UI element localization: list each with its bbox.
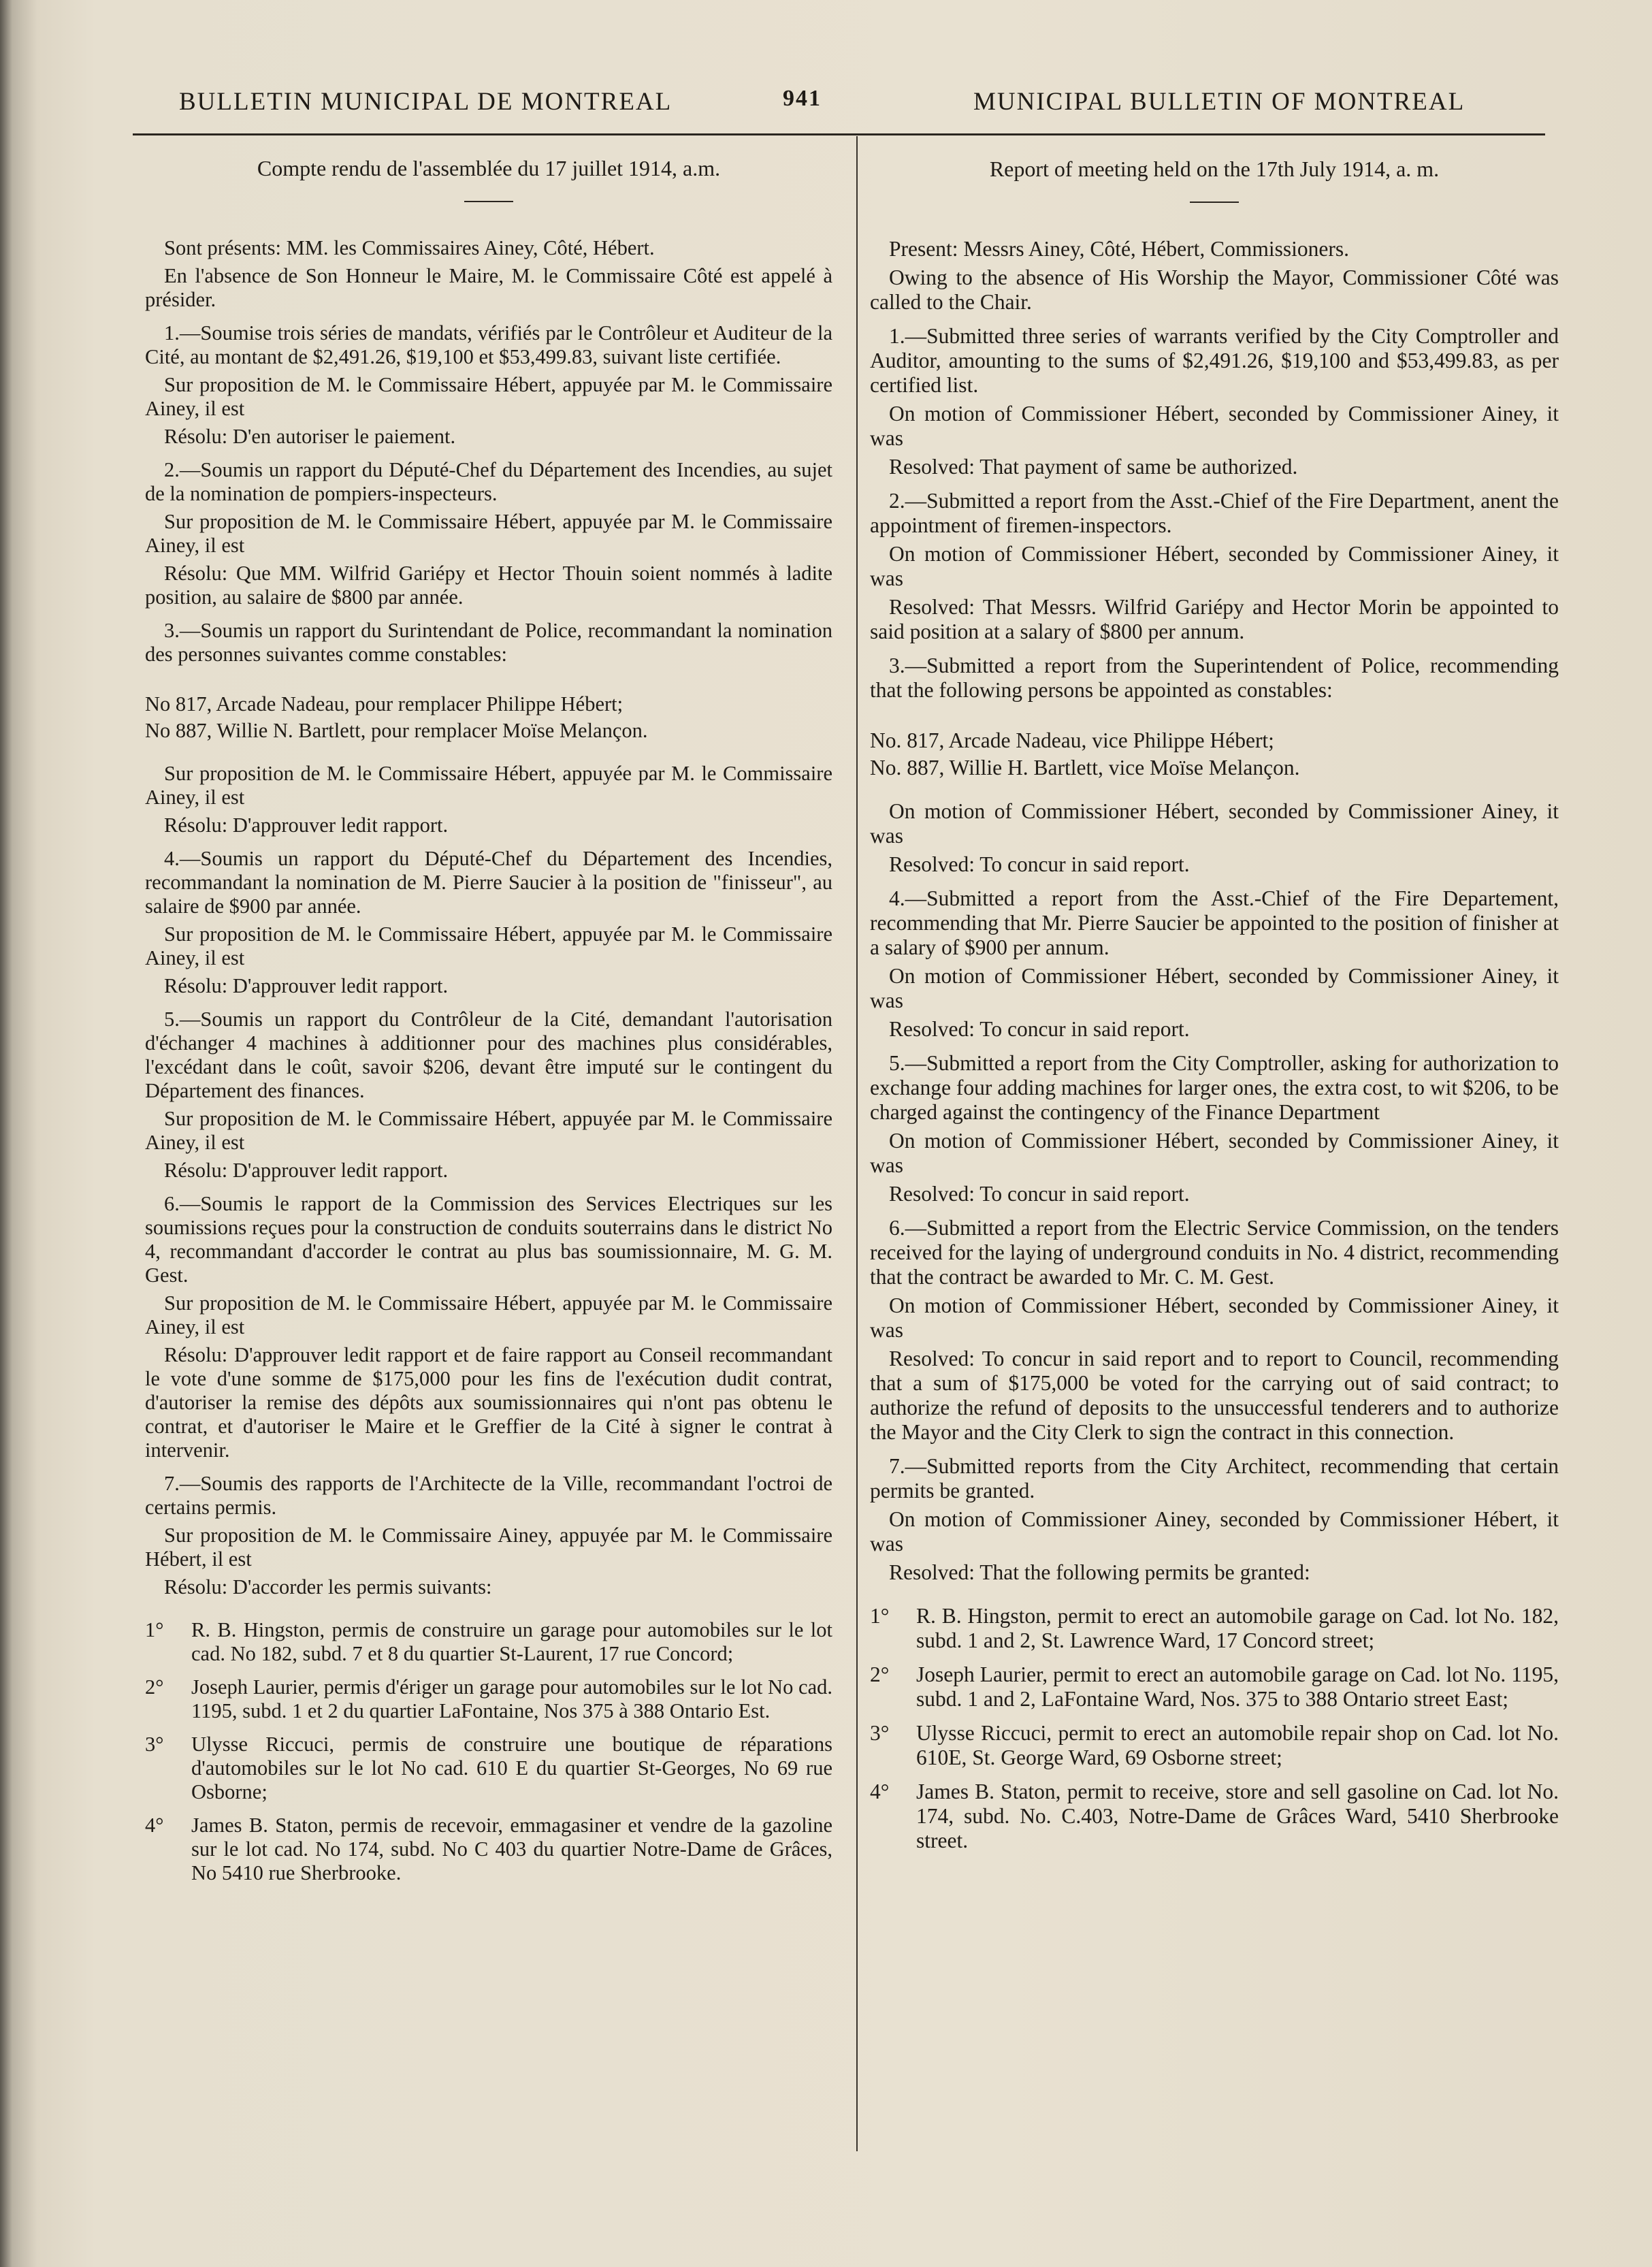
english-title-rule [1190,202,1239,203]
fr-paragraph: Sur proposition de M. le Commissaire Ainey, appuyée par M. le Commissaire Hébert, il est [145,1524,832,1571]
en-paragraph: Owing to the absence of His Worship the Mayor, Commissioner Côté was called to the Chair. [870,266,1559,314]
header-title-french: BULLETIN MUNICIPAL DE MONTREAL [179,88,673,116]
permit-text: James B. Staton, permis de recevoir, emmagasiner et vendre de la gazoline sur le lot cad. No 174, subd. No C 403 du quartier Notre-Dame de Grâces, No 5410 rue Sherbrooke. [191,1814,832,1884]
en-paragraph: 3.—Submitted a report from the Superintendent of Police, recommending that the following persons be appointed as constables: [870,654,1559,702]
permit-number: 1° [870,1604,890,1628]
fr-constable-entry: No 887, Willie N. Bartlett, pour remplacer Moïse Melançon. [145,719,648,742]
en-paragraph: Resolved: To concur in said report. [889,852,1190,876]
fr-paragraph: 2.—Soumis un rapport du Député-Chef du Département des Incendies, au sujet de la nomination de pompiers-inspecteurs. [145,458,832,505]
en-paragraph: Resolved: To concur in said report. [889,1182,1190,1206]
fr-paragraph: 1.—Soumise trois séries de mandats, vérifiés par le Contrôleur et Auditeur de la Cité, au montant de $2,491.26, $19,100 et $53,499.83, suivant liste certifiée. [145,321,832,368]
fr-permit-list [145,1618,832,1885]
fr-paragraph: Résolu: Que MM. Wilfrid Gariépy et Hector Thouin soient nommés à ladite position, au salaire de $800 par année. [145,562,832,609]
en-paragraph: 6.—Submitted a report from the Electric Service Commission, on the tenders received for the laying of underground conduits in No. 4 district, recommending that the contract be awarded to Mr. C. M. Gest. [870,1216,1559,1289]
en-paragraph: 2.—Submitted a report from the Asst.-Chief of the Fire Department, anent the appointment of firemen-inspectors. [870,489,1559,537]
en-paragraph: 7.—Submitted reports from the City Architect, recommending that certain permits be granted. [870,1454,1559,1502]
fr-paragraph: Résolu: D'approuver ledit rapport. [164,1159,449,1182]
fr-paragraph: 5.—Soumis un rapport du Contrôleur de la Cité, demandant l'autorisation d'échanger 4 machines à additionner pour des machines plus considérables, l'excédant dans le coût, savoir $206, devant être imputé sur le contingent du Département des finances. [145,1008,832,1102]
english-title: Report of meeting held on the 17th July 1914, a. m. [989,157,1440,181]
en-paragraph: Resolved: That Messrs. Wilfrid Gariépy and Hector Morin be appointed to said position at a salary of $800 per annum. [870,595,1559,643]
fr-permit-item [145,1675,832,1723]
en-constable-entry: No. 887, Willie H. Bartlett, vice Moïse Melançon. [870,756,1300,779]
header-rule [133,133,1545,135]
fr-paragraph: Résolu: D'approuver ledit rapport et de faire rapport au Conseil recommandant le vote d'une somme de $175,000 pour les fins de l'exécution dudit contrat, d'autoriser la remise des dépôts aux soumissionnaires qui n'ont pas obtenu le contrat, et d'autoriser le Maire et le Greffier de la Cité à signer le contrat à intervenir. [145,1343,832,1462]
permit-number: 4° [870,1780,890,1803]
page-number: 941 [783,86,822,111]
fr-paragraph: Sont présents: MM. les Commissaires Ainey, Côté, Hébert. [164,236,655,259]
en-paragraph: 4.—Submitted a report from the Asst.-Chief of the Fire Departement, recommending that Mr. Pierre Saucier be appointed to the position of finisher at a salary of $900 per annum. [870,886,1559,959]
fr-paragraph: 6.—Soumis le rapport de la Commission des Services Electriques sur les soumissions reçues pour la construction de conduits souterrains dans le district No 4, recommandant d'accorder le contrat au plus bas soumissionnaire, M. G. M. Gest. [145,1192,832,1287]
permit-text: Ulysse Riccuci, permit to erect an automobile repair shop on Cad. lot No. 610E, St. George Ward, 69 Osborne street; [916,1721,1559,1769]
permit-number: 3° [870,1721,890,1745]
en-permit-list [870,1604,1559,1853]
fr-permit-item [145,1814,832,1885]
permit-number: 2° [870,1662,890,1686]
en-paragraph: On motion of Commissioner Hébert, seconded by Commissioner Ainey, it was [870,542,1559,590]
fr-paragraph: Résolu: D'accorder les permis suivants: [164,1575,492,1598]
french-title-rule [464,201,513,202]
en-paragraph: Resolved: That payment of same be authorized. [889,455,1298,479]
header-title-english: MUNICIPAL BULLETIN OF MONTREAL [973,88,1465,116]
permit-text: R. B. Hingston, permit to erect an automobile garage on Cad. lot No. 182, subd. 1 and 2, St. Lawrence Ward, 17 Concord street; [916,1604,1559,1652]
fr-permit-item [145,1618,832,1666]
english-column [870,157,1559,1863]
fr-paragraph: 4.—Soumis un rapport du Député-Chef du Département des Incendies, recommandant la nomination de M. Pierre Saucier à la position de "finisseur", au salaire de $900 par année. [145,847,832,918]
fr-paragraph: Résolu: D'approuver ledit rapport. [164,814,449,837]
permit-number: 4° [145,1814,164,1837]
fr-paragraph: Sur proposition de M. le Commissaire Hébert, appuyée par M. le Commissaire Ainey, il est [145,762,832,809]
fr-constable-entry: No 817, Arcade Nadeau, pour remplacer Philippe Hébert; [145,692,623,716]
en-paragraph: Resolved: That the following permits be granted: [889,1560,1310,1584]
french-column [145,157,832,1895]
fr-paragraph: Résolu: D'en autoriser le paiement. [164,425,456,448]
en-paragraph: On motion of Commissioner Hébert, seconded by Commissioner Ainey, it was [870,1129,1559,1177]
en-paragraph: 5.—Submitted a report from the City Comptroller, asking for authorization to exchange four adding machines for larger ones, the extra cost, to wit $206, to be charged against the contingency of the Finance Department [870,1051,1559,1124]
en-permit-item [870,1780,1559,1853]
fr-paragraph: Sur proposition de M. le Commissaire Hébert, appuyée par M. le Commissaire Ainey, il est [145,373,832,420]
fr-permit-item [145,1733,832,1804]
fr-paragraph: Sur proposition de M. le Commissaire Hébert, appuyée par M. le Commissaire Ainey, il est [145,1291,832,1338]
en-paragraph: 1.—Submitted three series of warrants verified by the City Comptroller and Auditor, amounting to the sums of $2,491.26, $19,100 and $53,499.83, as per certified list. [870,324,1559,397]
en-permit-item [870,1604,1559,1653]
fr-paragraph: Sur proposition de M. le Commissaire Hébert, appuyée par M. le Commissaire Ainey, il est [145,510,832,557]
running-header [0,82,1652,123]
en-paragraph: On motion of Commissioner Hébert, seconded by Commissioner Ainey, it was [870,964,1559,1012]
french-title: Compte rendu de l'assemblée du 17 juillet 1914, a.m. [257,156,721,180]
en-paragraph: On motion of Commissioner Ainey, seconded by Commissioner Hébert, it was [870,1507,1559,1556]
fr-paragraph: En l'absence de Son Honneur le Maire, M. le Commissaire Côté est appelé à présider. [145,264,832,311]
permit-text: R. B. Hingston, permis de construire un garage pour automobiles sur le lot cad. No 182, subd. 7 et 8 du quartier St-Laurent, 17 rue Concord; [191,1618,832,1665]
en-paragraph: Present: Messrs Ainey, Côté, Hébert, Commissioners. [889,237,1350,261]
en-permit-item [870,1662,1559,1711]
column-divider [856,136,858,2151]
en-paragraph: On motion of Commissioner Hébert, seconded by Commissioner Ainey, it was [870,799,1559,848]
permit-number: 3° [145,1733,164,1756]
en-paragraph: Resolved: To concur in said report. [889,1017,1190,1041]
permit-number: 1° [145,1618,164,1641]
permit-text: Ulysse Riccuci, permis de construire une boutique de réparations d'automobiles sur le lot No cad. 610 E du quartier St-Georges, No 69 rue Osborne; [191,1733,832,1803]
en-paragraph: On motion of Commissioner Hébert, seconded by Commissioner Ainey, it was [870,1293,1559,1342]
fr-paragraph: 7.—Soumis des rapports de l'Architecte de la Ville, recommandant l'octroi de certains permis. [145,1472,832,1519]
permit-text: Joseph Laurier, permit to erect an automobile garage on Cad. lot No. 1195, subd. 1 and 2, LaFontaine Ward, Nos. 375 to 388 Ontario street East; [916,1662,1559,1711]
en-paragraph: Resolved: To concur in said report and to report to Council, recommending that a sum of $175,000 be voted for the carrying out of said contract; to authorize the refund of deposits to the unsuccessful tenderers and to authorize the Mayor and the City Clerk to sign the contract in this connection. [870,1347,1559,1444]
permit-number: 2° [145,1675,164,1699]
fr-paragraph: Sur proposition de M. le Commissaire Hébert, appuyée par M. le Commissaire Ainey, il est [145,1107,832,1154]
fr-paragraph: Sur proposition de M. le Commissaire Hébert, appuyée par M. le Commissaire Ainey, il est [145,922,832,969]
permit-text: James B. Staton, permit to receive, store and sell gasoline on Cad. lot No. 174, subd. No. C.403, Notre-Dame de Grâces Ward, 5410 Sherbrooke street. [916,1780,1559,1852]
en-paragraph: On motion of Commissioner Hébert, seconded by Commissioner Ainey, it was [870,402,1559,450]
fr-paragraph: 3.—Soumis un rapport du Surintendant de Police, recommandant la nomination des personnes suivantes comme constables: [145,619,832,666]
en-constable-entry: No. 817, Arcade Nadeau, vice Philippe Hébert; [870,728,1274,752]
fr-paragraph: Résolu: D'approuver ledit rapport. [164,974,449,997]
en-permit-item [870,1721,1559,1770]
permit-text: Joseph Laurier, permis d'ériger un garage pour automobiles sur le lot No cad. 1195, subd. 1 et 2 du quartier LaFontaine, Nos 375 à 388 Ontario Est. [191,1675,832,1722]
